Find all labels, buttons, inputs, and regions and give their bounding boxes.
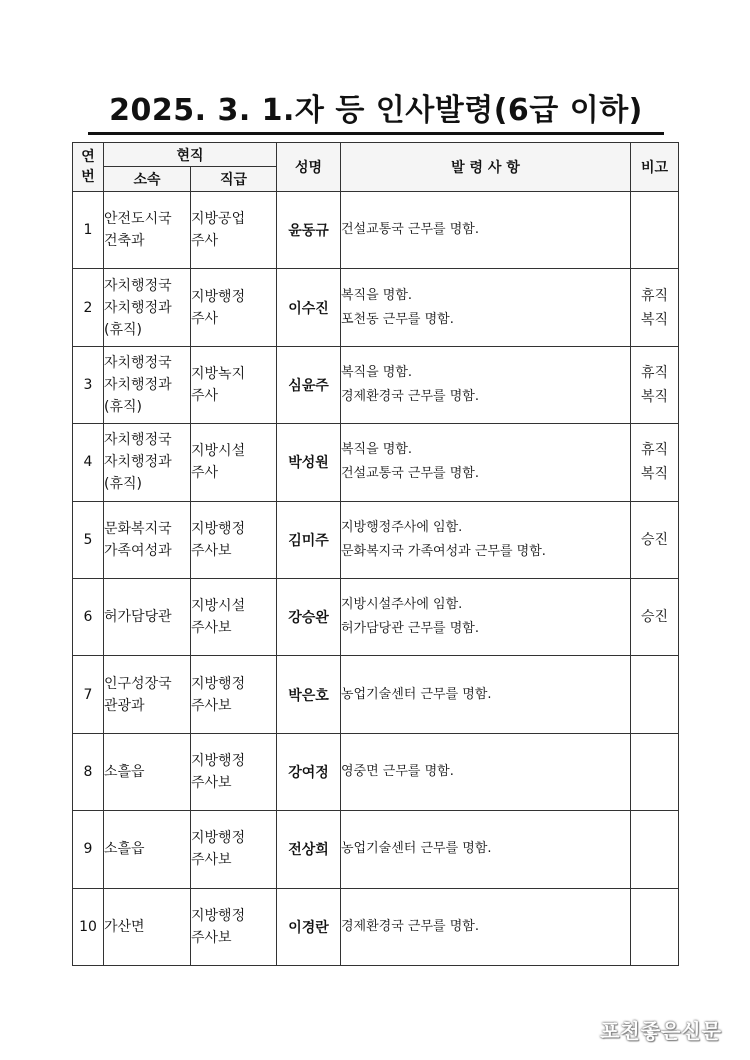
person-name: 윤동규 xyxy=(277,192,341,269)
action-line: 건설교통국 근무를 명함. xyxy=(341,222,479,238)
action-cell xyxy=(341,656,631,733)
row-number: 8 xyxy=(73,733,104,810)
note-cell xyxy=(631,888,679,965)
dept-line: 가산면 xyxy=(104,918,145,935)
person-name: 이경란 xyxy=(277,888,341,965)
row-number: 10 xyxy=(73,888,104,965)
action-cell xyxy=(341,192,631,269)
action-cell xyxy=(341,578,631,655)
note-line: 복직 xyxy=(640,388,669,405)
action-line: 경제환경국 근무를 명함. xyxy=(341,388,479,404)
header-dept: 소속 xyxy=(104,167,191,192)
action-line: 농업기술센터 근무를 명함. xyxy=(341,841,492,857)
row-number: 4 xyxy=(73,424,104,501)
grade-line: 주사 xyxy=(191,310,219,327)
grade-line: 지방행정 xyxy=(191,288,246,305)
dept-line: 자치행정국 xyxy=(104,277,172,294)
table-row xyxy=(73,733,679,810)
note-line: 승진 xyxy=(640,609,669,626)
note-cell xyxy=(631,578,679,655)
dept-line: (휴직) xyxy=(104,476,142,493)
header-action: 발 령 사 항 xyxy=(341,143,631,192)
row-number: 9 xyxy=(73,811,104,888)
person-name: 김미주 xyxy=(277,501,341,578)
table-row xyxy=(73,656,679,733)
dept-line: 소흘읍 xyxy=(104,763,145,780)
grade-line: 지방행정 xyxy=(191,520,246,537)
table-row xyxy=(73,192,679,269)
grade-line: 주사보 xyxy=(191,929,232,946)
watermark-logo: 포천좋은신문 xyxy=(600,1019,722,1043)
action-line: 농업기술센터 근무를 명함. xyxy=(341,686,492,702)
person-name: 박은호 xyxy=(277,656,341,733)
action-line: 복직을 명함. xyxy=(341,364,413,380)
action-line: 경제환경국 근무를 명함. xyxy=(341,918,479,934)
grade-cell xyxy=(191,888,277,965)
grade-cell xyxy=(191,811,277,888)
grade-line: 주사보 xyxy=(191,542,232,559)
title-underline xyxy=(88,132,664,135)
grade-cell xyxy=(191,656,277,733)
action-line: 지방시설주사에 임함. xyxy=(341,597,463,613)
dept-cell xyxy=(104,888,191,965)
action-line: 문화복지국 가족여성과 근무를 명함. xyxy=(341,543,546,559)
note-line: 복직 xyxy=(640,311,669,328)
header-no: 연번 xyxy=(73,143,104,192)
note-line: 휴직 xyxy=(640,287,669,304)
person-name: 강여정 xyxy=(277,733,341,810)
action-line: 지방행정주사에 임함. xyxy=(341,519,463,535)
note-cell xyxy=(631,501,679,578)
header-current: 현직 xyxy=(104,143,277,167)
row-number: 7 xyxy=(73,656,104,733)
dept-line: (휴직) xyxy=(104,398,142,415)
dept-line: 건축과 xyxy=(104,233,145,250)
note-line: 휴직 xyxy=(640,442,669,459)
table-row xyxy=(73,424,679,501)
dept-cell xyxy=(104,269,191,346)
note-cell xyxy=(631,424,679,501)
dept-line: 자치행정국 xyxy=(104,354,172,371)
table-row xyxy=(73,811,679,888)
grade-cell xyxy=(191,192,277,269)
action-line: 허가담당관 근무를 명함. xyxy=(341,621,479,637)
dept-line: 가족여성과 xyxy=(104,542,172,559)
page-title: 2025. 3. 1.자 등 인사발령(6급 이하) xyxy=(109,93,643,128)
dept-cell xyxy=(104,192,191,269)
table-row xyxy=(73,501,679,578)
row-number: 1 xyxy=(73,192,104,269)
grade-line: 주사보 xyxy=(191,697,232,714)
person-name: 박성원 xyxy=(277,424,341,501)
grade-line: 주사 xyxy=(191,465,219,482)
dept-line: 허가담당관 xyxy=(104,609,172,626)
grade-line: 지방행정 xyxy=(191,675,246,692)
note-line: 복직 xyxy=(640,466,669,483)
grade-cell xyxy=(191,269,277,346)
grade-cell xyxy=(191,424,277,501)
personnel-table xyxy=(72,142,679,966)
note-cell xyxy=(631,733,679,810)
grade-line: 주사 xyxy=(191,387,219,404)
dept-cell xyxy=(104,501,191,578)
grade-line: 지방시설 xyxy=(191,443,246,460)
grade-line: 주사보 xyxy=(191,774,232,791)
action-line: 복직을 명함. xyxy=(341,287,413,303)
table-row xyxy=(73,269,679,346)
header-grade: 직급 xyxy=(191,167,277,192)
note-cell xyxy=(631,656,679,733)
grade-line: 지방행정 xyxy=(191,907,246,924)
grade-cell xyxy=(191,578,277,655)
dept-line: 문화복지국 xyxy=(104,520,172,537)
grade-line: 지방녹지 xyxy=(191,365,246,382)
dept-line: 자치행정과 xyxy=(104,376,172,393)
grade-line: 주사보 xyxy=(191,620,232,637)
dept-cell xyxy=(104,656,191,733)
note-cell xyxy=(631,346,679,423)
note-line: 승진 xyxy=(640,531,669,548)
dept-line: 인구성장국 xyxy=(104,675,172,692)
dept-line: 자치행정과 xyxy=(104,299,172,316)
row-number: 5 xyxy=(73,501,104,578)
dept-cell xyxy=(104,424,191,501)
dept-line: 자치행정과 xyxy=(104,454,172,471)
grade-cell xyxy=(191,733,277,810)
grade-line: 주사 xyxy=(191,233,219,250)
dept-cell xyxy=(104,346,191,423)
dept-cell xyxy=(104,733,191,810)
action-cell xyxy=(341,501,631,578)
person-name: 이수진 xyxy=(277,269,341,346)
note-cell xyxy=(631,811,679,888)
note-cell xyxy=(631,192,679,269)
grade-line: 지방시설 xyxy=(191,598,246,615)
dept-line: 관광과 xyxy=(104,697,145,714)
note-line: 휴직 xyxy=(640,364,669,381)
action-cell xyxy=(341,888,631,965)
person-name: 전상희 xyxy=(277,811,341,888)
action-line: 복직을 명함. xyxy=(341,442,413,458)
grade-cell xyxy=(191,501,277,578)
row-number: 3 xyxy=(73,346,104,423)
table-row xyxy=(73,578,679,655)
action-cell xyxy=(341,424,631,501)
header-note: 비고 xyxy=(631,143,679,192)
note-cell xyxy=(631,269,679,346)
row-number: 6 xyxy=(73,578,104,655)
row-number: 2 xyxy=(73,269,104,346)
person-name: 심윤주 xyxy=(277,346,341,423)
dept-cell xyxy=(104,578,191,655)
dept-line: 자치행정국 xyxy=(104,432,172,449)
dept-line: 소흘읍 xyxy=(104,841,145,858)
table-row xyxy=(73,888,679,965)
grade-line: 지방행정 xyxy=(191,830,246,847)
dept-cell xyxy=(104,811,191,888)
dept-line: 안전도시국 xyxy=(104,211,172,228)
grade-line: 지방행정 xyxy=(191,752,246,769)
grade-line: 주사보 xyxy=(191,852,232,869)
action-line: 영중면 근무를 명함. xyxy=(341,763,454,779)
grade-line: 지방공업 xyxy=(191,211,246,228)
dept-line: (휴직) xyxy=(104,321,142,338)
person-name: 강승완 xyxy=(277,578,341,655)
action-cell xyxy=(341,269,631,346)
action-cell xyxy=(341,811,631,888)
grade-cell xyxy=(191,346,277,423)
action-line: 포천동 근무를 명함. xyxy=(341,311,454,327)
table-row xyxy=(73,346,679,423)
header-name: 성명 xyxy=(277,143,341,192)
action-line: 건설교통국 근무를 명함. xyxy=(341,466,479,482)
action-cell xyxy=(341,346,631,423)
table-body xyxy=(73,192,679,966)
action-cell xyxy=(341,733,631,810)
